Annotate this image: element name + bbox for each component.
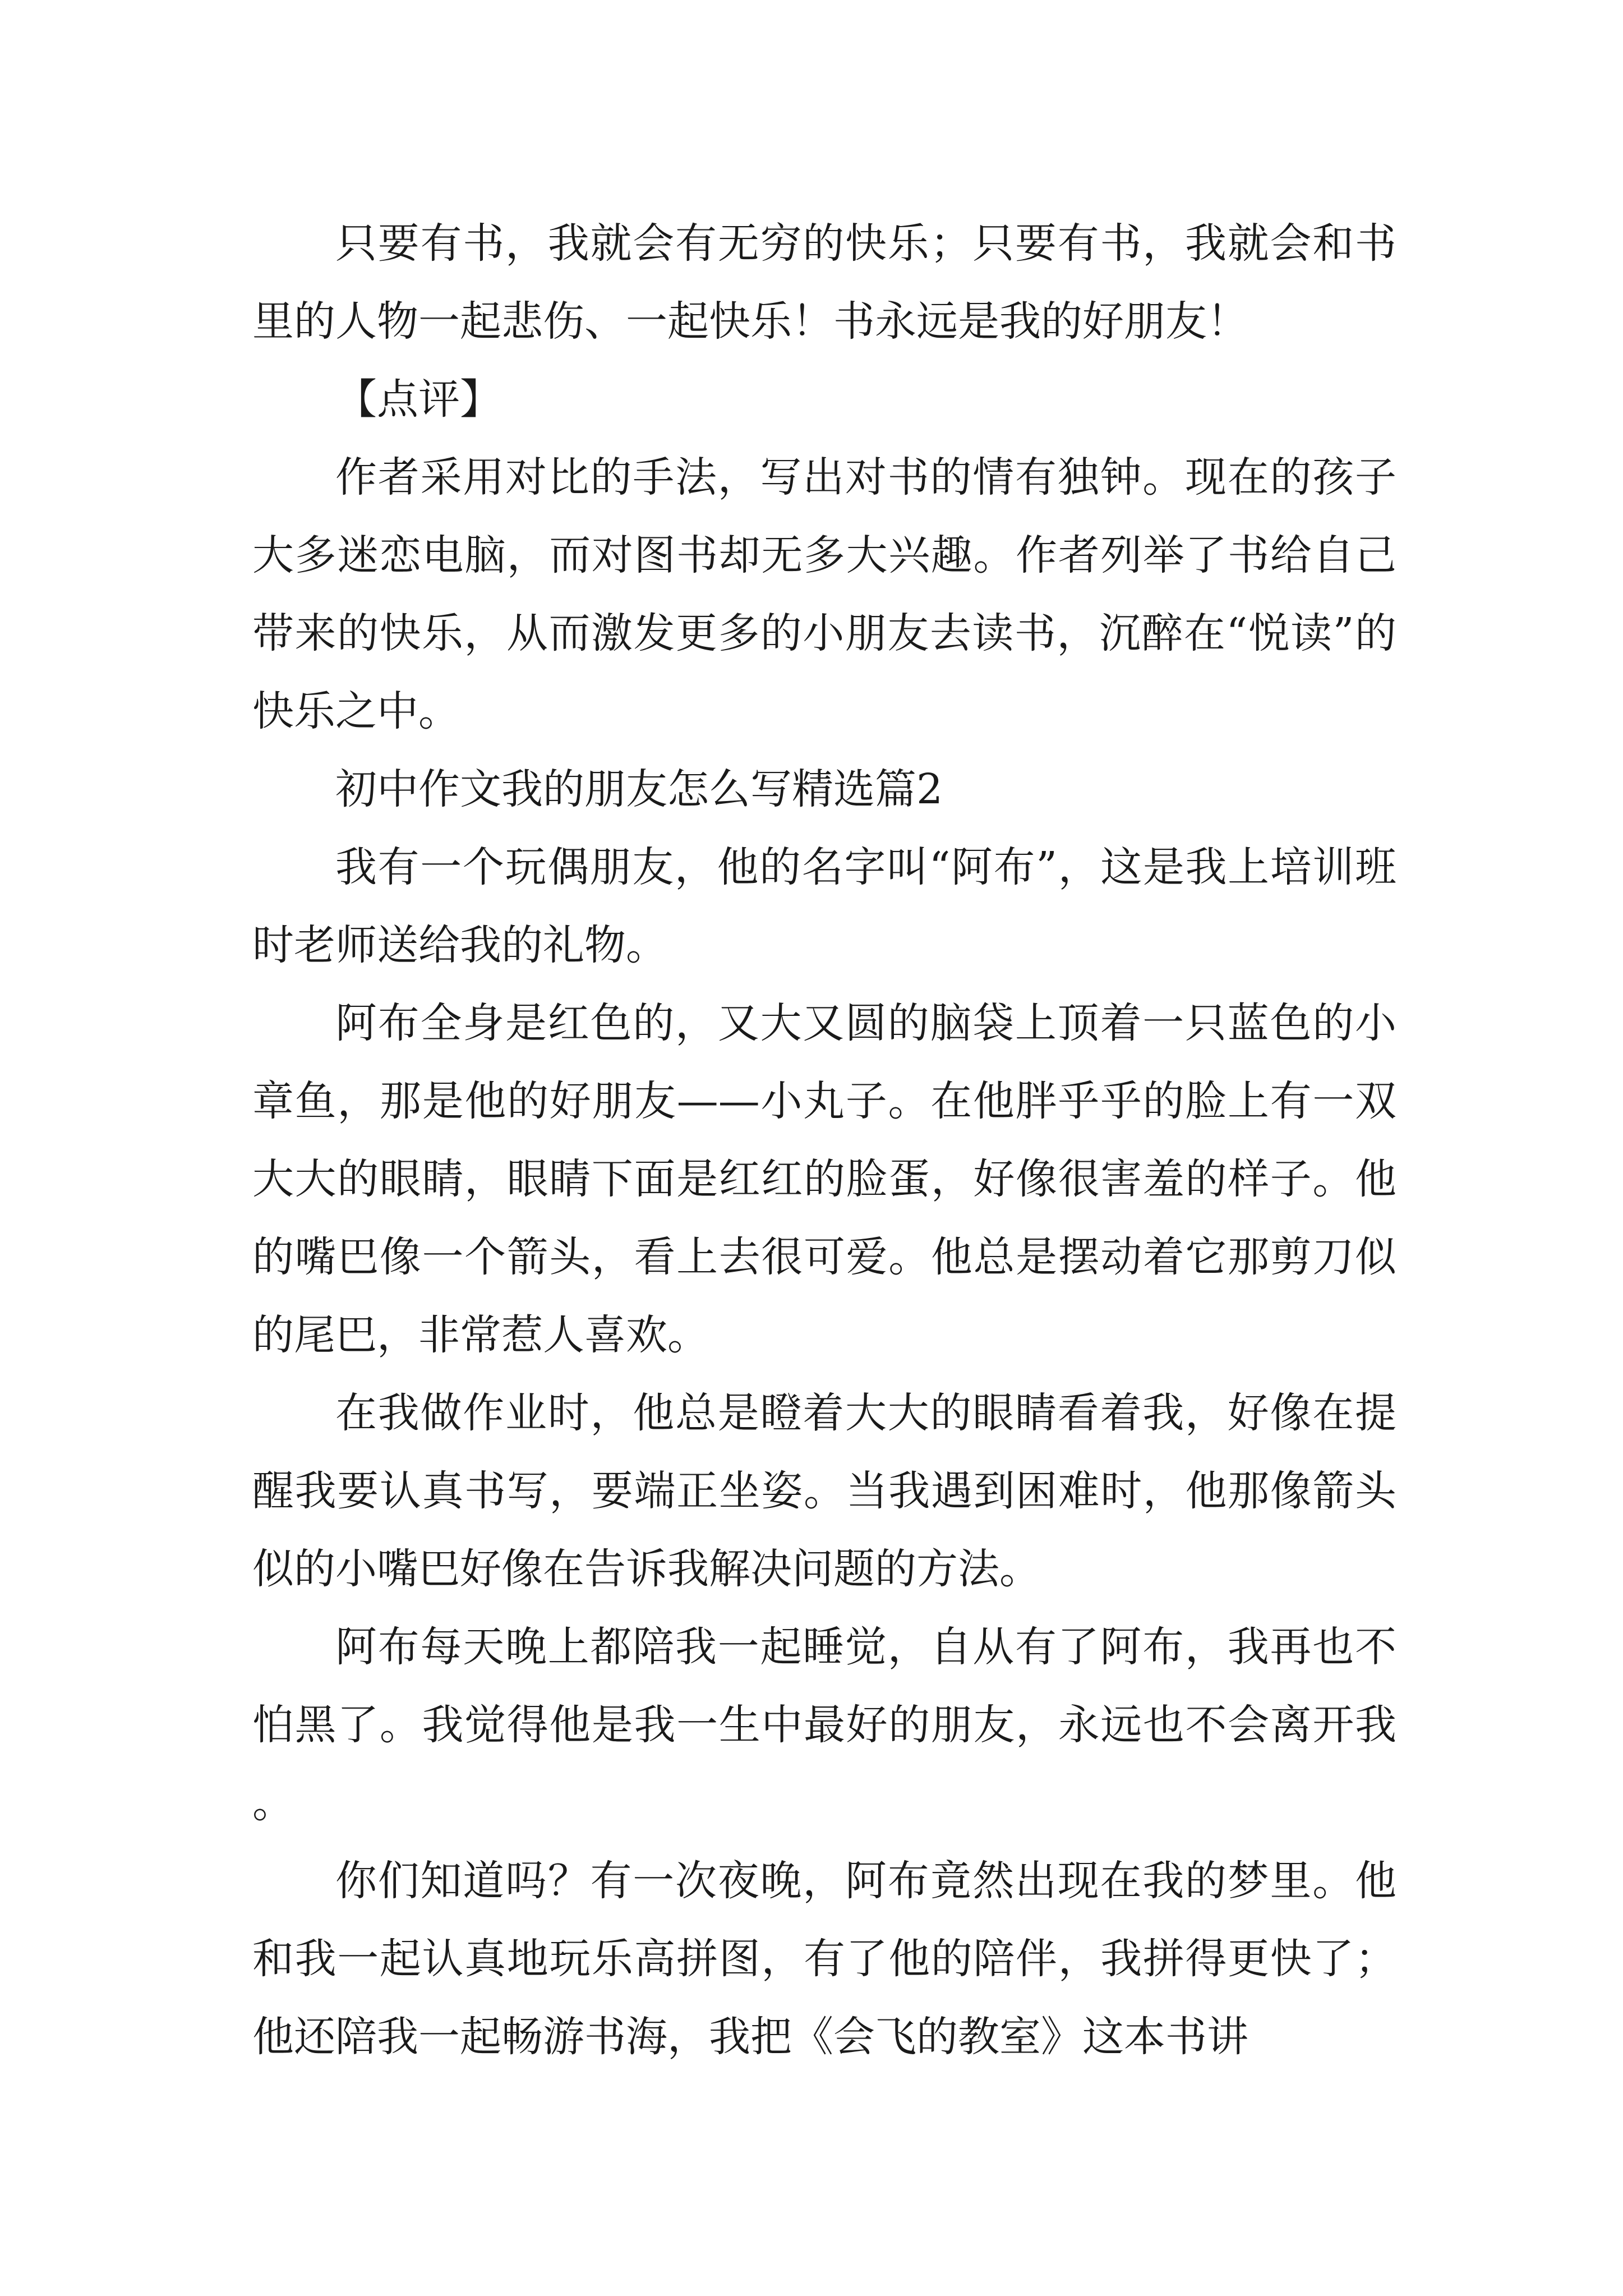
paragraph-homework: 在我做作业时，他总是瞪着大大的眼睛看着我，好像在提醒我要认真书写，要端正坐姿。当我遇到困难时，他那像箭头似的小嘴巴好像在告诉我解决问题的方法。 <box>252 1389 1396 1593</box>
paragraph-dream: 你们知道吗？有一次夜晚，阿布竟然出现在我的梦里。他和我一起认真地玩乐高拼图，有了他的陪伴，我拼得更快了；他还陪我一起畅游书海，我把《会飞的教室》这本书讲 <box>252 1857 1396 2061</box>
paragraph-abu-intro: 我有一个玩偶朋友，他的名字叫“阿布”，这是我上培训班时老师送给我的礼物。 <box>252 843 1396 969</box>
section-title: 初中作文我的朋友怎么写精选篇2 <box>335 765 943 813</box>
document-body <box>252 205 1396 2076</box>
paragraph-comment: 作者采用对比的手法，写出对书的情有独钟。现在的孩子大多迷恋电脑，而对图书却无多大兴趣。作者列举了书给自己带来的快乐，从而激发更多的小朋友去读书，沉醉在“悦读”的快乐之中。 <box>252 453 1396 735</box>
paragraph-abu-appearance: 阿布全身是红色的，又大又圆的脑袋上顶着一只蓝色的小章鱼，那是他的好朋友——小丸子。在他胖乎乎的脸上有一双大大的眼睛，眼睛下面是红红的脸蛋，好像很害羞的样子。他的嘴巴像一个箭头，看上去很可爱。他总是摆动着它那剪刀似的尾巴，非常惹人喜欢。 <box>252 999 1396 1359</box>
comment-heading: 【点评】 <box>335 375 501 424</box>
paragraph-books-joy: 只要有书，我就会有无穷的快乐；只要有书，我就会和书里的人物一起悲伤、一起快乐！书永远是我的好朋友！ <box>252 219 1396 346</box>
paragraph-bedtime: 阿布每天晚上都陪我一起睡觉，自从有了阿布，我再也不怕黑了。我觉得他是我一生中最好的朋友，永远也不会离开我。 <box>252 1623 1396 1827</box>
